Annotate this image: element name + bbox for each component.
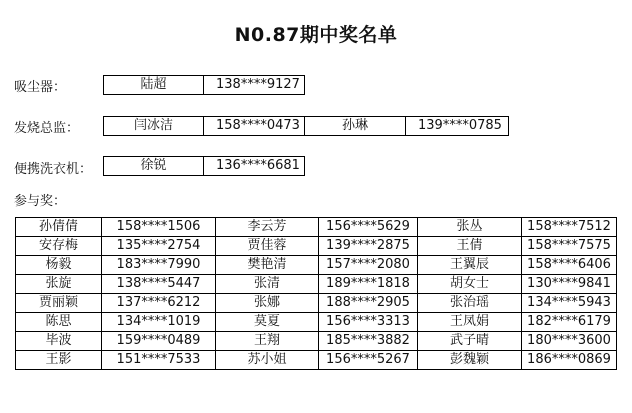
participant-name: 王倩 <box>418 237 522 256</box>
participant-name: 王翼辰 <box>418 256 522 275</box>
participant-name: 莫夏 <box>216 313 319 332</box>
participant-name: 张旋 <box>16 275 102 294</box>
winner-phone: 138****9127 <box>203 75 305 95</box>
participant-name: 樊艳清 <box>216 256 319 275</box>
table-row <box>16 294 617 313</box>
participant-phone: 151****7533 <box>102 351 216 370</box>
participation-label: 参与奖： <box>14 194 67 209</box>
participant-name: 胡女士 <box>418 275 522 294</box>
participant-name: 张娜 <box>216 294 319 313</box>
participant-phone: 134****1019 <box>102 313 216 332</box>
participant-name: 王翔 <box>216 332 319 351</box>
participant-name: 武子晴 <box>418 332 522 351</box>
page-title: N0.87期中奖名单 <box>234 24 398 46</box>
participant-phone: 157****2080 <box>319 256 418 275</box>
participant-phone: 182****6179 <box>522 313 617 332</box>
participant-phone: 139****2875 <box>319 237 418 256</box>
participant-phone: 156****3313 <box>319 313 418 332</box>
participant-phone: 188****2905 <box>319 294 418 313</box>
table-row <box>16 313 617 332</box>
participant-name: 孙倩倩 <box>16 218 102 237</box>
participant-phone: 137****6212 <box>102 294 216 313</box>
participant-name: 张治瑶 <box>418 294 522 313</box>
participant-name: 苏小姐 <box>216 351 319 370</box>
prize-label-director: 发烧总监： <box>14 121 80 136</box>
participant-phone: 156****5629 <box>319 218 418 237</box>
winner-phone: 158****0473 <box>203 116 305 136</box>
participant-phone: 189****1818 <box>319 275 418 294</box>
participant-phone: 138****5447 <box>102 275 216 294</box>
prize-label-washer: 便携洗衣机： <box>14 162 93 177</box>
participant-phone: 183****7990 <box>102 256 216 275</box>
prize-label-vacuum: 吸尘器： <box>14 80 67 95</box>
participant-name: 王影 <box>16 351 102 370</box>
table-row <box>16 218 617 237</box>
table-row <box>16 256 617 275</box>
winner-name: 徐锐 <box>103 156 204 176</box>
participant-name: 张丛 <box>418 218 522 237</box>
winner-phone: 136****6681 <box>203 156 305 176</box>
participant-phone: 134****5943 <box>522 294 617 313</box>
participant-phone: 130****9841 <box>522 275 617 294</box>
winner-name: 孙琳 <box>304 116 406 136</box>
table-row <box>16 351 617 370</box>
participant-phone: 185****3882 <box>319 332 418 351</box>
participant-name: 彭魏颖 <box>418 351 522 370</box>
participant-name: 李云芳 <box>216 218 319 237</box>
participant-name: 张清 <box>216 275 319 294</box>
participant-name: 贾佳蓉 <box>216 237 319 256</box>
participant-phone: 135****2754 <box>102 237 216 256</box>
winner-name: 陆超 <box>103 75 204 95</box>
participant-name: 陈思 <box>16 313 102 332</box>
participant-name: 贾丽颖 <box>16 294 102 313</box>
table-row <box>16 237 617 256</box>
participant-name: 毕波 <box>16 332 102 351</box>
participation-table <box>15 217 617 370</box>
participant-phone: 186****0869 <box>522 351 617 370</box>
participant-phone: 158****6406 <box>522 256 617 275</box>
table-row <box>16 275 617 294</box>
participant-phone: 180****3600 <box>522 332 617 351</box>
winner-phone: 139****0785 <box>405 116 509 136</box>
participant-phone: 158****7575 <box>522 237 617 256</box>
winner-name: 闫冰洁 <box>103 116 204 136</box>
participant-phone: 158****7512 <box>522 218 617 237</box>
participant-name: 王凤娟 <box>418 313 522 332</box>
table-row <box>16 332 617 351</box>
participant-phone: 156****5267 <box>319 351 418 370</box>
participant-phone: 158****1506 <box>102 218 216 237</box>
participant-name: 安存梅 <box>16 237 102 256</box>
participant-phone: 159****0489 <box>102 332 216 351</box>
participant-name: 杨毅 <box>16 256 102 275</box>
